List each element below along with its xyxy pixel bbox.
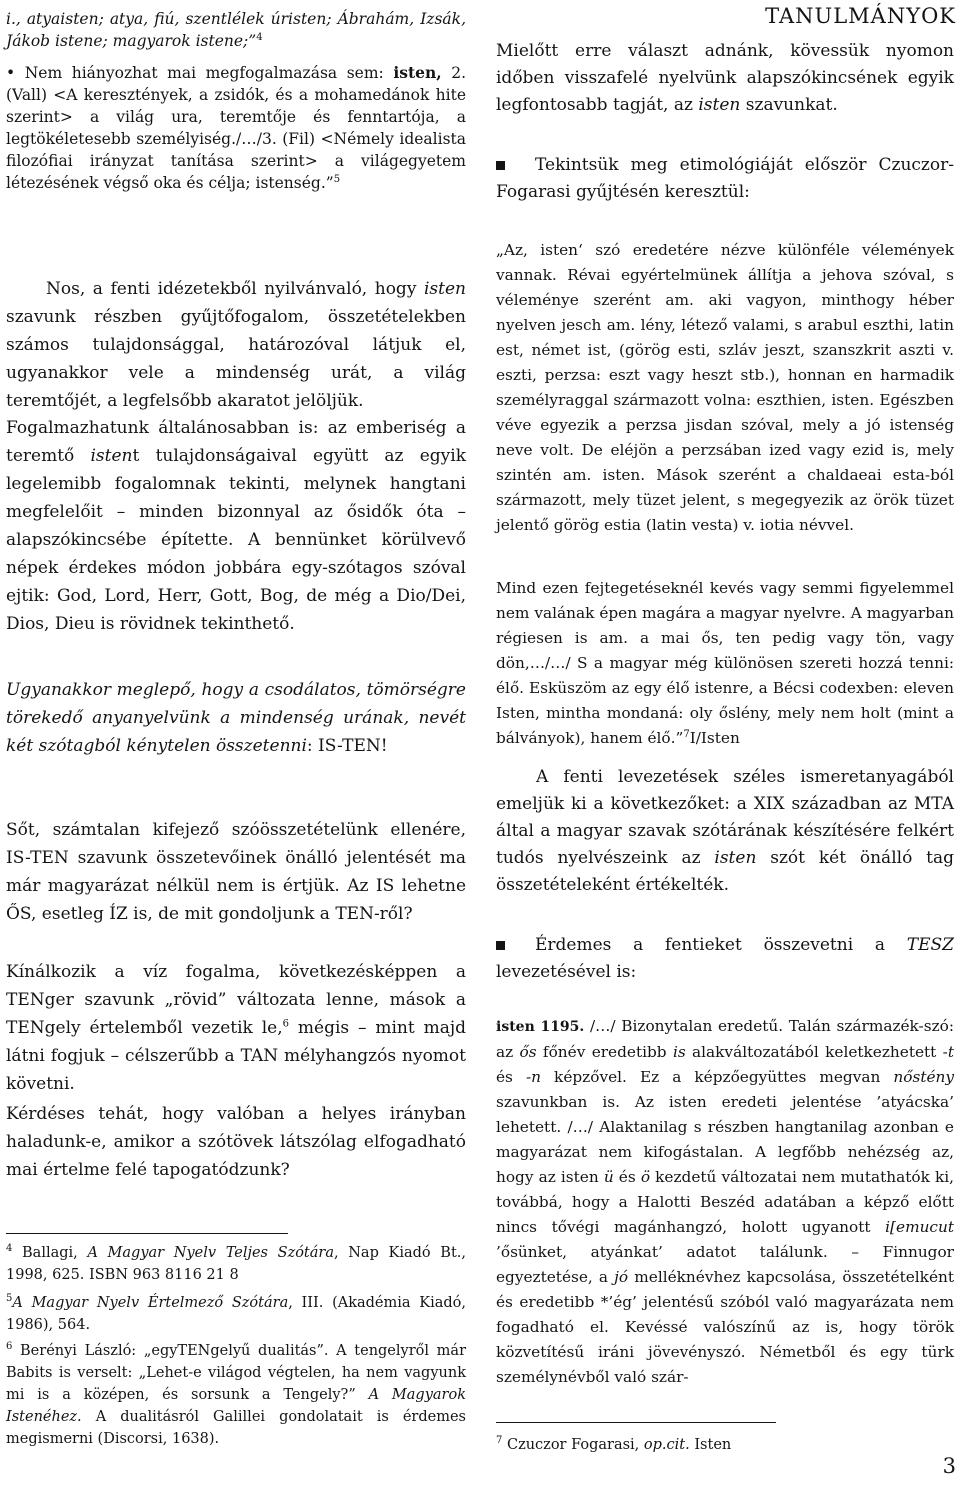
- right-bullet-paragraph-2: Érdemes a fentieket összevetni a TESZ levezetésével is:: [496, 935, 954, 982]
- footnote-5: $^5$A Magyar Nyelv Értelmező Szótára, III. (Akadémia Kiadó, 1986), 564.: [6, 1293, 466, 1333]
- right-paragraph-3: A fenti levezetések széles ismeretanyagából emeljük ki a következőket: a XIX században az MTA által a magyar szavak szótárának készítésére felkért tudós nyelvészeink az isten szót két önálló tag összetételeként értékelték.: [496, 767, 954, 895]
- footnote-4: $^4$ Ballagi, A Magyar Nyelv Teljes Szótára, Nap Kiadó Bt., 1998, 625. ISBN 963 8116 21 8: [6, 1243, 466, 1283]
- body-paragraph-6: Kérdéses tehát, hogy valóban a helyes irányban haladunk-e, amikor a szótövek látszólag elfogadható mai értelme felé tapogatódzunk?: [6, 1104, 466, 1180]
- body-paragraph-4: Sőt, számtalan kifejező szóösszetételünk ellenére, IS-TEN szavunk összetevőinek önálló jelentését ma már magyarázat nélkül nem is értjük. Az IS lehetne ŐS, esetleg ÍZ is, de mit gondoljunk a TEN-ről?: [6, 820, 466, 924]
- page-number: 3: [942, 1454, 956, 1478]
- tesz-entry: isten 1195. /…/ Bizonytalan eredetű. Talán származék-szó: az ős főnév eredetibb is alakváltozatából keletkezhetett -t és -n képzővel. Ez a képzőegyüttes megvan nőstény szavunkban is. Az isten eredeti jelentése ’atyácska’ lehetett. /…/ Alaktanilag s részben hangtanilag azonban e magyarázat nem kifogástalan. A legfőbb nehézség az, hogy az isten ü és ö kezdetű változatai nem mutathatók ki, továbbá, hogy a Halotti Beszéd adatában a képző előtt nincs tővégi magánhangzó, holott ugyanott i[emucut ’ősünket, atyánkat’ adatot találunk. – Finnugor egyeztetése, a jó melléknévhez kapcsolása, összetételként és eredetibb *’ég’ jelentésű szóból való magyarázata nem fogadható el. Kevéssé valószínű az is, hogy török közvetítésű iráni jövevényszó. Németből és egy türk személynévből való szár-: [496, 1017, 955, 1386]
- right-paragraph-1: Mielőtt erre választ adnánk, kövessük nyomon időben visszafelé nyelvünk alapszókincsének egyik legfontosabb tagját, az isten szavunkat.: [496, 41, 954, 115]
- quote-paragraph-1: „Az, isten‘ szó eredetére nézve különféle vélemények vannak. Révai egyértelmünek állítja a jehova szóval, s véleménye szerént am. aki vagyon, minthogy héber nyelven jesch am. lény, létező valami, s arabul eszthi, latin est, német ist, (görög esti, szláv jeszt, szanszkrit aszti v. eszti, perzsa: eszt vagy heszt stb.), honnan en harmadik személyraggal származott volna: eszthien, isten. Egészben véve egyezik a perzsa jisdan szóval, mely a jó istenség neve volt. De eléjön a perzsában ized vagy ezid is, mely szintén am. isten. Mások szerént a chaldaeai esta-ból származott, mely tüzet jelent, s megegyezik az örök tüzet jelentő görög estia (latin vesta) v. iotia névvel.: [496, 241, 954, 534]
- section-header: TANULMÁNYOK: [765, 4, 956, 28]
- definition-paragraph-1: i., atyaisten; atya, fiú, szentlélek úristen; Ábrahám, Izsák, Jákob istene; magyarok istene;”$^4$: [6, 10, 466, 50]
- footnote-7: $^7$ Czuczor Fogarasi, op.cit. Isten: [496, 1435, 732, 1453]
- bullet-icon: [496, 161, 505, 170]
- bullet-icon: [496, 941, 505, 950]
- footnote-6: $^6$ Berényi László: „egyTENgelyű dualitás”. A tengelyről már Babits is verselt: „Lehet-e világod végtelen, ha nem vagyunk mi is a középen, és sorsunk a Tengely?” A Magyarok Istenéhez. A dualitásról Galillei gondolatait is érdemes megismerni (Discorsi, 1638).: [6, 1341, 466, 1447]
- body-paragraph-3: Ugyanakkor meglepő, hogy a csodálatos, tömörségre törekedő anyanyelvünk a mindenség urának, nevét két szótagból kénytelen összetenni: IS-TEN!: [6, 680, 466, 756]
- right-bullet-paragraph-1: Tekintsük meg etimológiáját először Czuczor-Fogarasi gyűjtésén keresztül:: [496, 155, 954, 202]
- body-paragraph-2: Fogalmazhatunk általánosabban is: az emberiség a teremtő istent tulajdonságaival együtt az egyik legelemibb fogalomnak tekinti, melynek hangtani megfelelőit – minden bizonnyal az ősidők óta – alapszókincsébe építette. A bennünket körülvevő népek érdekes módon jobbára egy-szótagos szóval ejtik: God, Lord, Herr, Gott, Bog, de még a Dio/Dei, Dios, Dieu is rövidnek tekinthető.: [6, 418, 466, 634]
- footnote-rule: [6, 1233, 288, 1234]
- definition-paragraph-2: • Nem hiányozhat mai megfogalmazása sem: isten, 2. (Vall) <A keresztények, a zsidók, és a mohamedánok hite szerint> a világ ura, teremtője és fenntartója, a legtökéletesebb személyiség./…/3. (Fil) <Némely idealista filozófiai irányzat tanítása szerint> a világegyetem létezésének végső oka és célja; istenség.”$^5$: [6, 63, 466, 192]
- body-paragraph-5: Kínálkozik a víz fogalma, következésképpen a TENger szavunk „rövid” változata lenne, mások a TENgely értelemből vezetik le,$^6$ mégis – mint majd látni fogjuk – célszerűbb a TAN mélyhangzós nyomot követni.: [6, 962, 466, 1094]
- footnote-rule-right: [496, 1422, 776, 1423]
- body-paragraph-1: Nos, a fenti idézetekből nyilvánvaló, hogy isten szavunk részben gyűjtőfogalom, összetételekben számos tulajdonsággal, határozóval látjuk el, ugyanakkor vele a mindenség urát, a világ teremtőjét, a legfelsőbb akaratot jelöljük.: [6, 279, 466, 411]
- quote-paragraph-2: Mind ezen fejtegetéseknél kevés vagy semmi figyelemmel nem valának épen magára a magyar nyelvre. A magyarban régiesen is am. a mai ős, ten pedig vagy tön, vagy dön,…/…/ S a magyar még különösen szereti hozzá tenni: élő. Esküszöm az egy élő istenre, a Bécsi codexben: eleven Isten, mintha mondaná: oly őslény, mely nem holt (mint a bálványok), hanem élő.”$^7$I/Isten: [496, 579, 954, 747]
